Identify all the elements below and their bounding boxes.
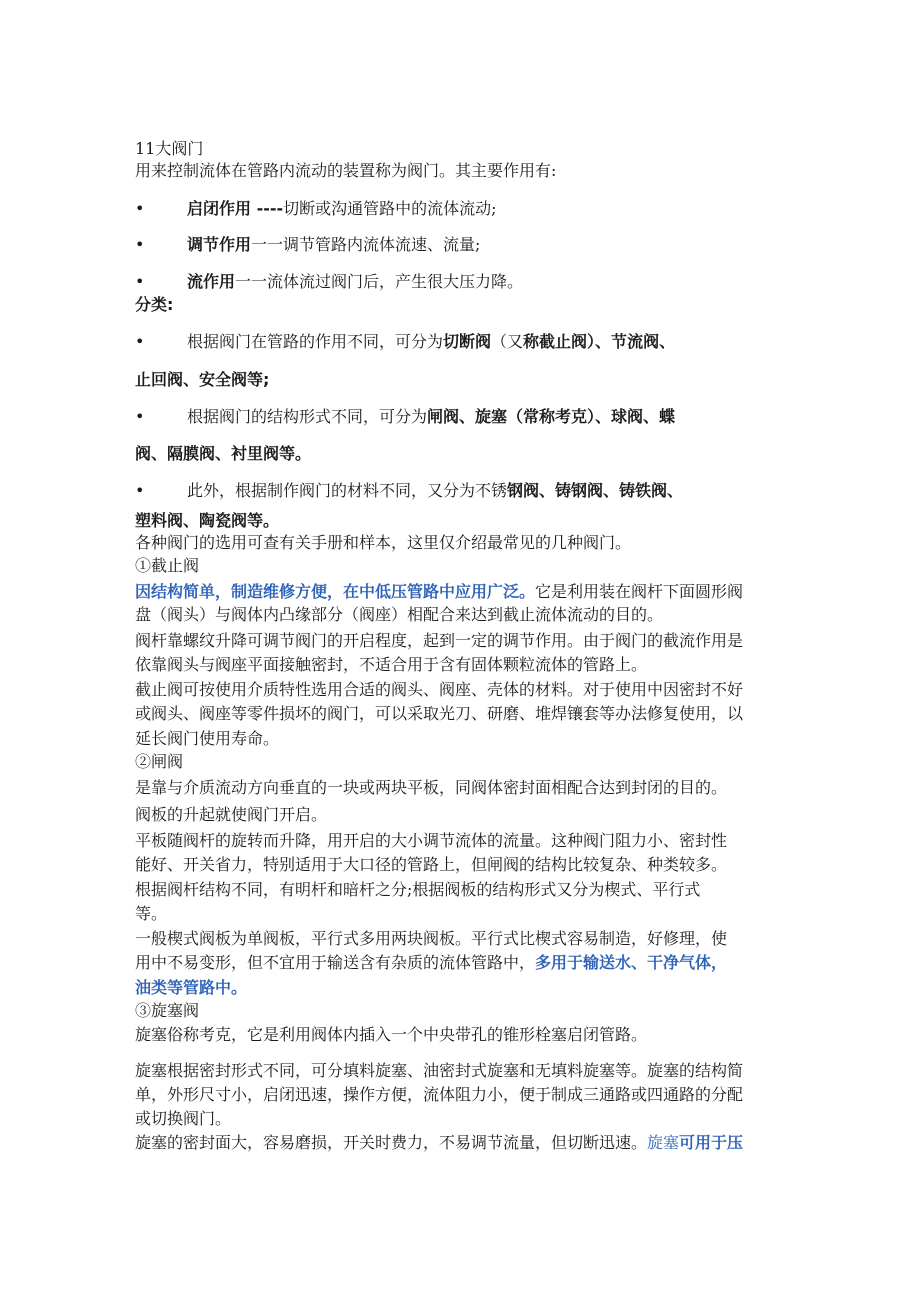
- class-item-1-cont: 止回阀、安全阀等;: [135, 370, 270, 389]
- gate-p3-l1: 平板随阀杆的旋转而升降，用开启的大小调节流体的流量。这种阀门阻力小、密封性: [135, 831, 728, 850]
- gate-p5-l3: 油类等管路中。: [135, 978, 248, 997]
- bullet-dot: •: [135, 407, 145, 426]
- globe-p3-l2: 或阀头、阀座等零件损坏的阀门，可以采取光刀、研磨、堆焊镶套等办法修复使用，以: [135, 704, 744, 723]
- function-item-1: [135, 198, 785, 220]
- class-bold: 闸阀、旋塞（常称考克）、球阀、蝶: [427, 407, 676, 426]
- highlight-text: 可用于压: [679, 1133, 744, 1152]
- globe-p2-l2: 依靠阀头与阀座平面接触密封，不适合用于含有固体颗粒流体的管路上。: [135, 655, 648, 674]
- globe-p1-l1: [135, 581, 743, 603]
- plug-p2-l2: 单，外形尺寸小，启闭迅速，操作方便，流体阻力小，便于制成三通路或四通路的分配: [135, 1085, 744, 1104]
- class-item-3-cont: 塑料阀、陶瓷阀等。: [135, 511, 280, 530]
- classify-heading: 分类:: [135, 295, 174, 314]
- function-item-2: [135, 234, 785, 256]
- class-bold: 切断阀: [443, 332, 492, 351]
- class-bold: 钢阀、铸钢阀、铸铁阀、: [507, 481, 684, 500]
- function-sep: 一一: [251, 235, 284, 254]
- class-item-3: [135, 480, 785, 502]
- class-item-2-cont: 阀、隔膜阀、衬里阀等。: [135, 444, 312, 463]
- gate-p2: 阀板的升起就使阀门开启。: [135, 805, 328, 824]
- bullet-dot: •: [135, 199, 145, 218]
- gate-p3-l2: 能好、开关省力，特别适用于大口径的管路上，但闸阀的结构比较复杂、种类较多。: [135, 855, 728, 874]
- globe-heading: ①截止阀: [135, 556, 200, 575]
- function-item-3: [135, 271, 785, 293]
- body-text: 用中不易变形，但不宜用于输送含有杂质的流体管路中，: [135, 953, 536, 972]
- highlight-text: 多用于输送水、干净气体，: [535, 953, 728, 972]
- function-term: 流作用: [187, 272, 236, 291]
- class-bold: 称截止阀）、节: [523, 332, 628, 351]
- plug-p1: 旋塞俗称考克，它是利用阀体内插入一个中央带孔的锥形栓塞启闭管路。: [135, 1025, 648, 1044]
- highlight-text: 旋塞: [647, 1133, 680, 1152]
- bullet-dot: •: [135, 235, 145, 254]
- gate-p4-l2: 等。: [135, 904, 168, 923]
- body-text: 旋塞的密封面大，容易磨损，开关时费力，不易调节流量，但切断迅速。: [135, 1133, 648, 1152]
- class-item-1: [135, 331, 785, 353]
- globe-p2-l1: 阀杆靠螺纹升降可调节阀门的开启程度，起到一定的调节作用。由于阀门的截流作用是: [135, 631, 744, 650]
- function-text: 调节管路内流体流速、流量;: [283, 235, 481, 254]
- plug-heading: ③旋塞阀: [135, 1001, 200, 1020]
- class-bold: 流阀、: [627, 332, 676, 351]
- function-sep: 一一: [235, 272, 268, 291]
- plug-p2-l3: 或切换阀门。: [135, 1109, 232, 1128]
- plug-p3: [135, 1132, 743, 1154]
- globe-p3-l1: 截止阀可按使用介质特性选用合适的阀头、阀座、壳体的材料。对于使用中因密封不好: [135, 680, 744, 699]
- selection-line: 各种阀门的选用可查有关手册和样本，这里仅介绍最常见的几种阀门。: [135, 533, 632, 552]
- globe-p3-l3: 延长阀门使用寿命。: [135, 729, 280, 748]
- gate-p1: 是靠与介质流动方向垂直的一块或两块平板，同阀体密封面相配合达到封闭的目的。: [135, 778, 728, 797]
- class-item-2: [135, 406, 785, 428]
- gate-p4-l1: 根据阀杆结构不同，有明杆和暗杆之分;根据阀板的结构形式又分为楔式、平行式: [135, 880, 701, 899]
- function-term: 调节作用: [187, 235, 252, 254]
- class-text: 此外，根据制作阀门的材料不同，又分为不锈: [187, 481, 508, 500]
- function-text: 切断或沟通管路中的流体流动;: [283, 199, 497, 218]
- class-text: （又: [491, 332, 524, 351]
- function-text: 流体流过阀门后，产生很大压力降。: [267, 272, 524, 291]
- gate-p5-l2: [135, 952, 727, 974]
- intro-line: 用来控制流体在管路内流动的装置称为阀门。其主要作用有:: [135, 161, 557, 180]
- function-sep: ----: [251, 199, 284, 218]
- body-text: 它是利用装在阀杆下面圆形阀: [535, 582, 744, 601]
- globe-p1-l2: 盘（阀头）与阀体内凸缘部分（阀座）相配合来达到截止流体流动的目的。: [135, 605, 664, 624]
- function-term: 启闭作用: [187, 199, 252, 218]
- gate-heading: ②闸阀: [135, 752, 184, 771]
- bullet-dot: •: [135, 481, 145, 500]
- bullet-dot: •: [135, 332, 145, 351]
- class-text: 根据阀门在管路的作用不同，可分为: [187, 332, 444, 351]
- highlight-text: 因结构简单，制造维修方便，在中低压管路中应用广泛。: [135, 582, 536, 601]
- bullet-dot: •: [135, 272, 145, 291]
- class-text: 根据阀门的结构形式不同，可分为: [187, 407, 428, 426]
- doc-title: 11大阀门: [135, 139, 204, 158]
- plug-p2-l1: 旋塞根据密封形式不同，可分填料旋塞、油密封式旋塞和无填料旋塞等。旋塞的结构简: [135, 1061, 744, 1080]
- gate-p5-l1: 一般楔式阀板为单阀板，平行式多用两块阀板。平行式比楔式容易制造，好修理，使: [135, 929, 728, 948]
